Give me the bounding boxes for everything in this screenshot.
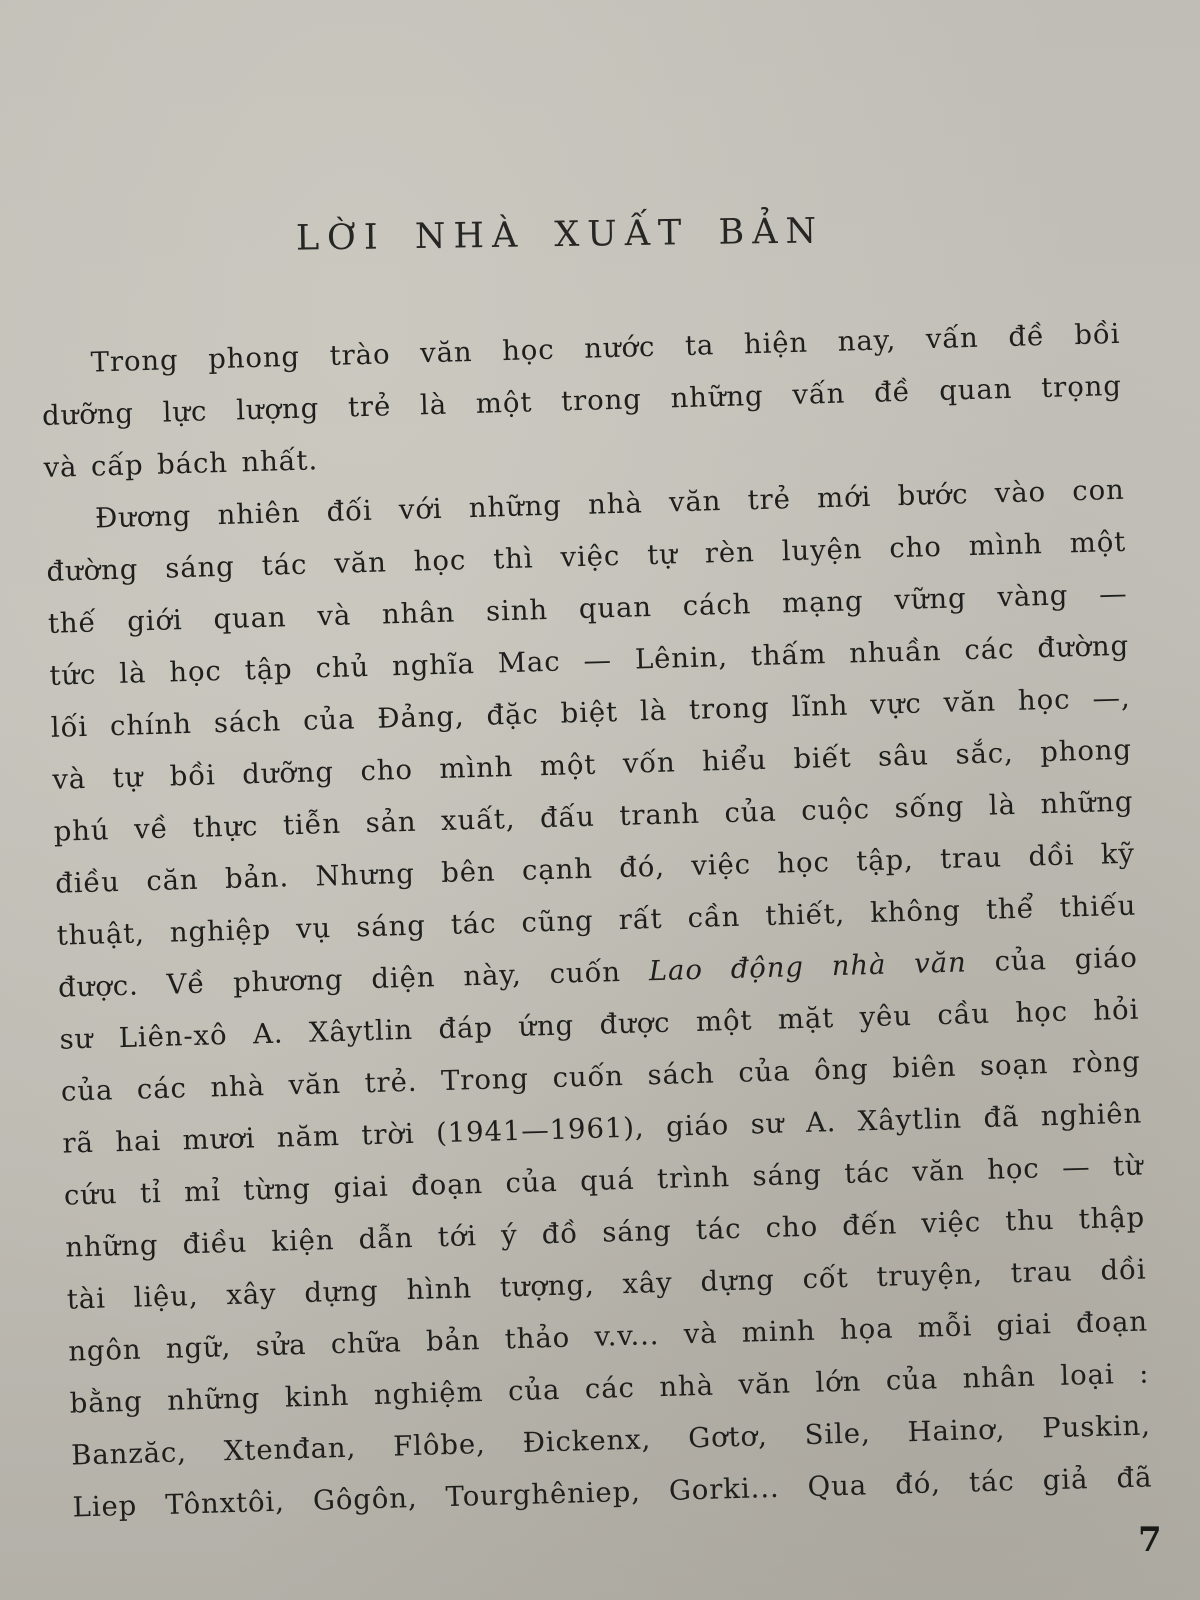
text-line: điều căn bản. Nhưng bên cạnh đó, việc học tập, trau dồi kỹ bbox=[54, 837, 1136, 900]
text-line: tài liệu, xây dựng hình tượng, xây dựng cốt truyện, trau dồi bbox=[66, 1253, 1147, 1316]
text-line: tức là học tập chủ nghĩa Mac — Lênin, thấm nhuần các đường bbox=[48, 629, 1130, 692]
text-line: thuật, nghiệp vụ sáng tác cũng rất cần thiết, không thể thiếu bbox=[56, 889, 1137, 952]
text-line: đường sáng tác văn học thì việc tự rèn luyện cho mình một bbox=[46, 525, 1127, 588]
text-line: được. Về phương diện này, cuốn Lao động nhà văn của giáo bbox=[57, 941, 1139, 1004]
text-line: lối chính sách của Đảng, đặc biệt là trong lĩnh vực văn học —, bbox=[50, 681, 1131, 744]
text-line: thế giới quan và nhân sinh quan cách mạng vững vàng — bbox=[47, 577, 1129, 640]
text-line: rã hai mươi năm trời (1941—1961), giáo sư A. Xâytlin đã nghiên bbox=[62, 1097, 1143, 1160]
page-heading: LỜI NHÀ XUẤT BẢN bbox=[295, 211, 825, 259]
text-line: và cấp bách nhất. bbox=[43, 444, 319, 484]
text-line: và tự bồi dưỡng cho mình một vốn hiểu biết sâu sắc, phong bbox=[51, 733, 1133, 796]
text-line: sư Liên-xô A. Xâytlin đáp ứng được một mặt yêu cầu học hỏi bbox=[59, 993, 1140, 1056]
text-line: ngôn ngữ, sửa chữa bản thảo v.v... và minh họa mỗi giai đoạn bbox=[67, 1305, 1149, 1368]
book-title: Lao động nhà văn bbox=[648, 946, 968, 988]
text-line: dưỡng lực lượng trẻ là một trong những vấn đề quan trọng bbox=[41, 369, 1123, 432]
text-line: Liep Tônxtôi, Gôgôn, Tourghêniep, Gorki... Qua đó, tác giả đã bbox=[72, 1461, 1153, 1524]
text-line: của các nhà văn trẻ. Trong cuốn sách của ông biên soạn ròng bbox=[60, 1045, 1142, 1108]
text-line: bằng những kinh nghiệm của các nhà văn lớn của nhân loại : bbox=[69, 1357, 1150, 1420]
body-text bbox=[40, 308, 1153, 1534]
text-line: Đương nhiên đối với những nhà văn trẻ mới bước vào con bbox=[94, 473, 1126, 535]
page-number: 7 bbox=[1138, 1520, 1162, 1560]
text-line: phú về thực tiễn sản xuất, đấu tranh của cuộc sống là những bbox=[53, 785, 1134, 848]
text-line: Banzăc, Xtenđan, Flôbe, Đickenx, Gơtơ, Sile, Hainơ, Puskin, bbox=[70, 1409, 1152, 1472]
text-line: Trong phong trào văn học nước ta hiện nay, vấn đề bồi bbox=[90, 317, 1121, 379]
text-line: cứu tỉ mỉ từng giai đoạn của quá trình sáng tác văn học — từ bbox=[63, 1149, 1144, 1212]
text-line: những điều kiện dẫn tới ý đồ sáng tác cho đến việc thu thập bbox=[64, 1201, 1146, 1264]
